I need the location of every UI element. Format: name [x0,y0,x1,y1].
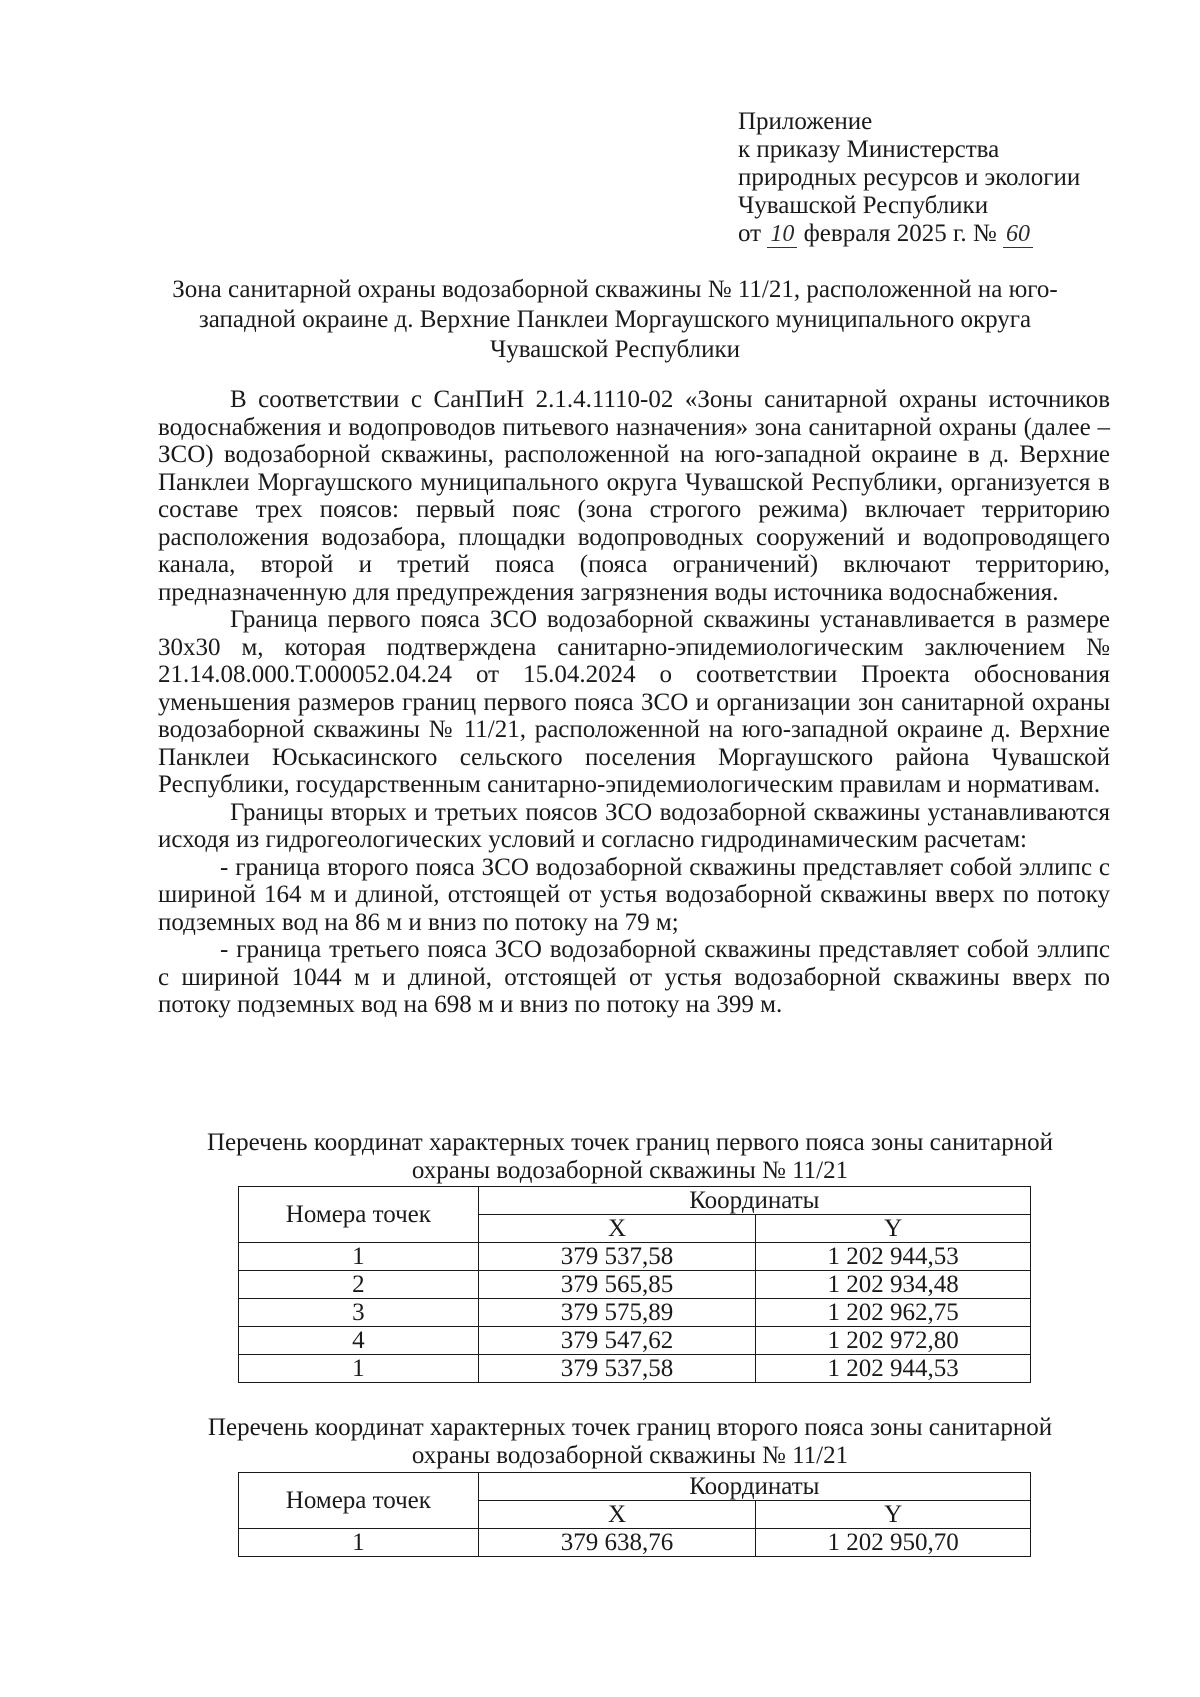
coord-x: 379 565,85 [478,1271,756,1299]
table1-caption: Перечень координат характерных точек границ первого пояса зоны санитарной охраны водозаборной скважины № 11/21 [207,1129,1053,1184]
table1-coordinates [238,1186,1031,1383]
approval-line-2: к приказу Министерства [738,136,1000,163]
approval-line-4: Чувашской Республики [738,192,989,219]
table1-header-x: X [478,1215,756,1243]
body-text [158,386,1110,1019]
table-row [239,1243,1031,1271]
handwritten-day: 10 [767,221,797,248]
document-title: Зона санитарной охраны водозаборной скважины № 11/21, расположенной на юго-западной окраине д. Верхние Панклеи Моргаушского муниципального округа Чувашской Республики [172,276,1058,363]
table1-header-coords: Координаты [478,1187,1030,1215]
paragraph-4: - граница второго пояса ЗСО водозаборной скважины представляет собой эллипс с шириной 164 м и длиной, отстоящей от устья водозаборной скважины вверх по потоку подземных вод на 86 м и вниз по потоку на 79 м; [158,853,1110,936]
coord-y: 1 202 962,75 [756,1299,1031,1327]
table-row [239,1299,1031,1327]
point-number: 1 [239,1529,479,1557]
table2-header-points: Номера точек [239,1473,479,1529]
coord-x: 379 547,62 [478,1327,756,1355]
coord-x: 379 575,89 [478,1299,756,1327]
table2-header-coords: Координаты [478,1473,1030,1501]
date-prefix: от [738,220,762,247]
coord-x: 379 537,58 [478,1243,756,1271]
coord-x: 379 537,58 [478,1355,756,1383]
table1-header-y: Y [756,1215,1031,1243]
table-row [239,1271,1031,1299]
coord-y: 1 202 944,53 [756,1243,1031,1271]
coord-y: 1 202 972,80 [756,1327,1031,1355]
table-row [239,1529,1031,1557]
table1-header-points: Номера точек [239,1187,479,1243]
paragraph-5: - граница третьего пояса ЗСО водозаборной скважины представляет собой эллипс с шириной 1044 м и длиной, отстоящей от устья водозаборной скважины вверх по потоку подземных вод на 698 м и вниз по потоку на 399 м. [158,936,1110,1018]
point-number: 2 [239,1271,479,1299]
table-row [239,1327,1031,1355]
coord-y: 1 202 944,53 [756,1355,1031,1383]
coord-x: 379 638,76 [478,1529,756,1557]
table2-header-x: X [478,1501,756,1529]
paragraph-1: В соответствии с СанПиН 2.1.4.1110-02 «Зоны санитарной охраны источников водоснабжения и водопроводов питьевого назначения» зона санитарной охраны (далее – ЗСО) водозаборной скважины, расположенной на юго-западной окраине в д. Верхние Панклеи Моргаушского муниципального округа Чувашской Республики, организуется в составе трех поясов: первый пояс (зона строгого режима) включает территорию расположения водозабора, площадки водопроводных сооружений и водопроводящего канала, второй и третий пояса (пояса ограничений) включают территорию, предназначенную для предупреждения загрязнения воды источника водоснабжения. [158,386,1110,606]
point-number: 1 [239,1243,479,1271]
approval-date-line [738,220,1158,248]
handwritten-number: 60 [1003,221,1033,248]
approval-line-3: природных ресурсов и экологии [738,164,1081,191]
table2-header-y: Y [756,1501,1031,1529]
date-middle: февраля 2025 г. № [803,220,997,247]
coord-y: 1 202 950,70 [756,1529,1031,1557]
coord-y: 1 202 934,48 [756,1271,1031,1299]
table2-coordinates [238,1472,1031,1557]
table-row [239,1355,1031,1383]
point-number: 4 [239,1327,479,1355]
point-number: 3 [239,1299,479,1327]
paragraph-2: Граница первого пояса ЗСО водозаборной скважины устанавливается в размере 30х30 м, которая подтверждена санитарно-эпидемиологическим заключением № 21.14.08.000.Т.000052.04.24 от 15.04.2024 о соответствии Проекта обоснования уменьшения размеров границ первого пояса ЗСО и организации зон санитарной охраны водозаборной скважины № 11/21, расположенной на юго-западной окраине д. Верхние Панклеи Юськасинского сельского поселения Моргаушского района Чувашской Республики, государственным санитарно-эпидемиологическим правилам и нормативам. [158,606,1110,798]
table2-caption: Перечень координат характерных точек границ второго пояса зоны санитарной охраны водозаборной скважины № 11/21 [207,1414,1053,1469]
approval-line-1: Приложение [738,108,873,135]
approval-block [738,108,1158,248]
point-number: 1 [239,1355,479,1383]
paragraph-3: Границы вторых и третьих поясов ЗСО водозаборной скважины устанавливаются исходя из гидрогеологических условий и согласно гидродинамическим расчетам: [158,798,1110,853]
